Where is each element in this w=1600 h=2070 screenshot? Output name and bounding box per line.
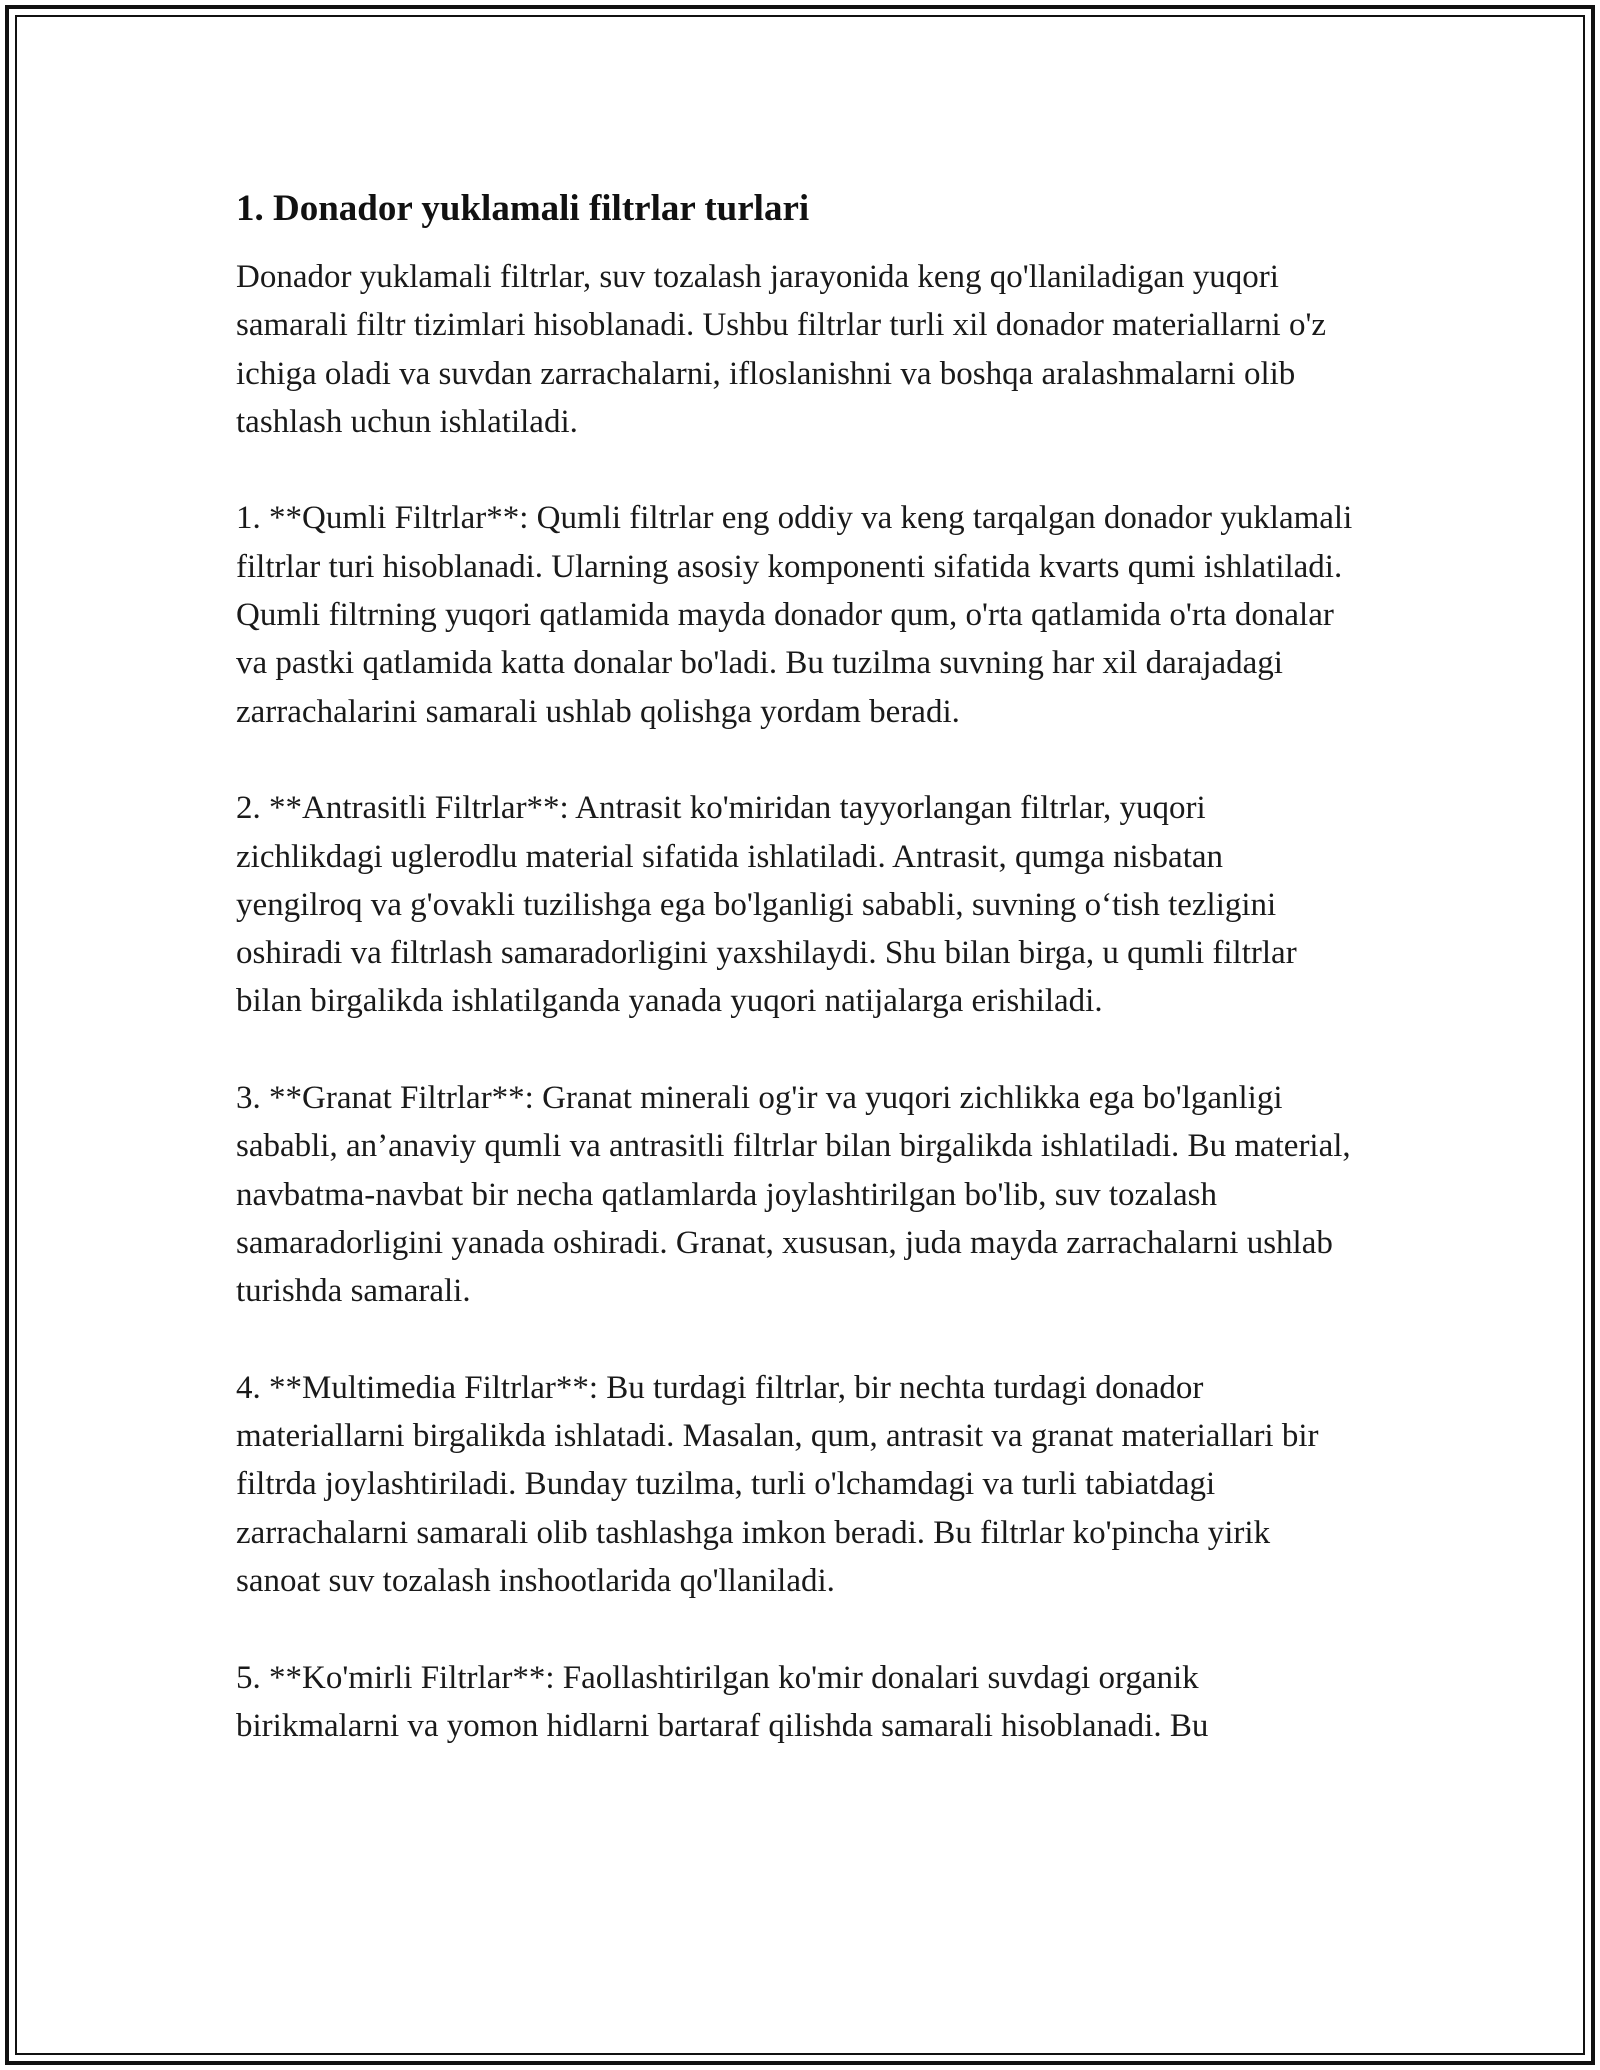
intro-paragraph: Donador yuklamali filtrlar, suv tozalash jarayonida keng qo'llaniladigan yuqori samarali filtr tizimlari hisoblanadi. Ushbu filtrlar turli xil donador materiallarni o'z ichiga oladi va suvdan zarrachalarni, ifloslanishni va boshqa aralashmalarni olib tashlash uchun ishlatiladi.: [236, 259, 1327, 440]
paragraph-sand-filters: 1. **Qumli Filtrlar**: Qumli filtrlar eng oddiy va keng tarqalgan donador yuklamali filtrlar turi hisoblanadi. Ularning asosiy komponenti sifatida kvarts qumi ishlatiladi. Qumli filtrning yuqori qatlamida mayda donador qum, o'rta qatlamida o'rta donalar va pastki qatlamida katta donalar bo'ladi. Bu tuzilma suvning har xil darajadagi zarrachalarini samarali ushlab qolishga yordam beradi.: [236, 500, 1353, 730]
section-heading: 1. Donador yuklamali filtrlar turlari: [236, 188, 810, 229]
paragraph-anthracite-filters: 2. **Antrasitli Filtrlar**: Antrasit ko'miridan tayyorlangan filtrlar, yuqori zichlikdagi uglerodlu material sifatida ishlatiladi. Antrasit, qumga nisbatan yengilroq va g'ovakli tuzilishga ega bo'lganligi sababli, suvning o‘tish tezligini oshiradi va filtrlash samaradorligini yaxshilaydi. Shu bilan birga, u qumli filtrlar bilan birgalikda ishlatilganda yanada yuqori natijalarga erishiladi.: [236, 790, 1297, 1020]
paragraph-carbon-filters: 5. **Ko'mirli Filtrlar**: Faollashtirilgan ko'mir donalari suvdagi organik birikmalarni va yomon hidlarni bartaraf qilishda samarali hisoblanadi. Bu: [236, 1659, 1209, 1744]
paragraph-garnet-filters: 3. **Granat Filtrlar**: Granat minerali og'ir va yuqori zichlikka ega bo'lganligi sababli, an’anaviy qumli va antrasitli filtrlar bilan birgalikda ishlatiladi. Bu material, navbatma-navbat bir necha qatlamlarda joylashtirilgan bo'lib, suv tozalash samaradorligini yanada oshiradi. Granat, xususan, juda mayda zarrachalarni ushlab turishda samarali.: [236, 1080, 1351, 1310]
paragraph-multimedia-filters: 4. **Multimedia Filtrlar**: Bu turdagi filtrlar, bir nechta turdagi donador materiallarni birgalikda ishlatadi. Masalan, qum, antrasit va granat materiallari bir filtrda joylashtiriladi. Bunday tuzilma, turli o'lchamdagi va turli tabiatdagi zarrachalarni samarali olib tashlashga imkon beradi. Bu filtrlar ko'pincha yirik sanoat suv tozalash inshootlarida qo'llaniladi.: [236, 1369, 1319, 1600]
document-body: [236, 185, 1356, 1750]
